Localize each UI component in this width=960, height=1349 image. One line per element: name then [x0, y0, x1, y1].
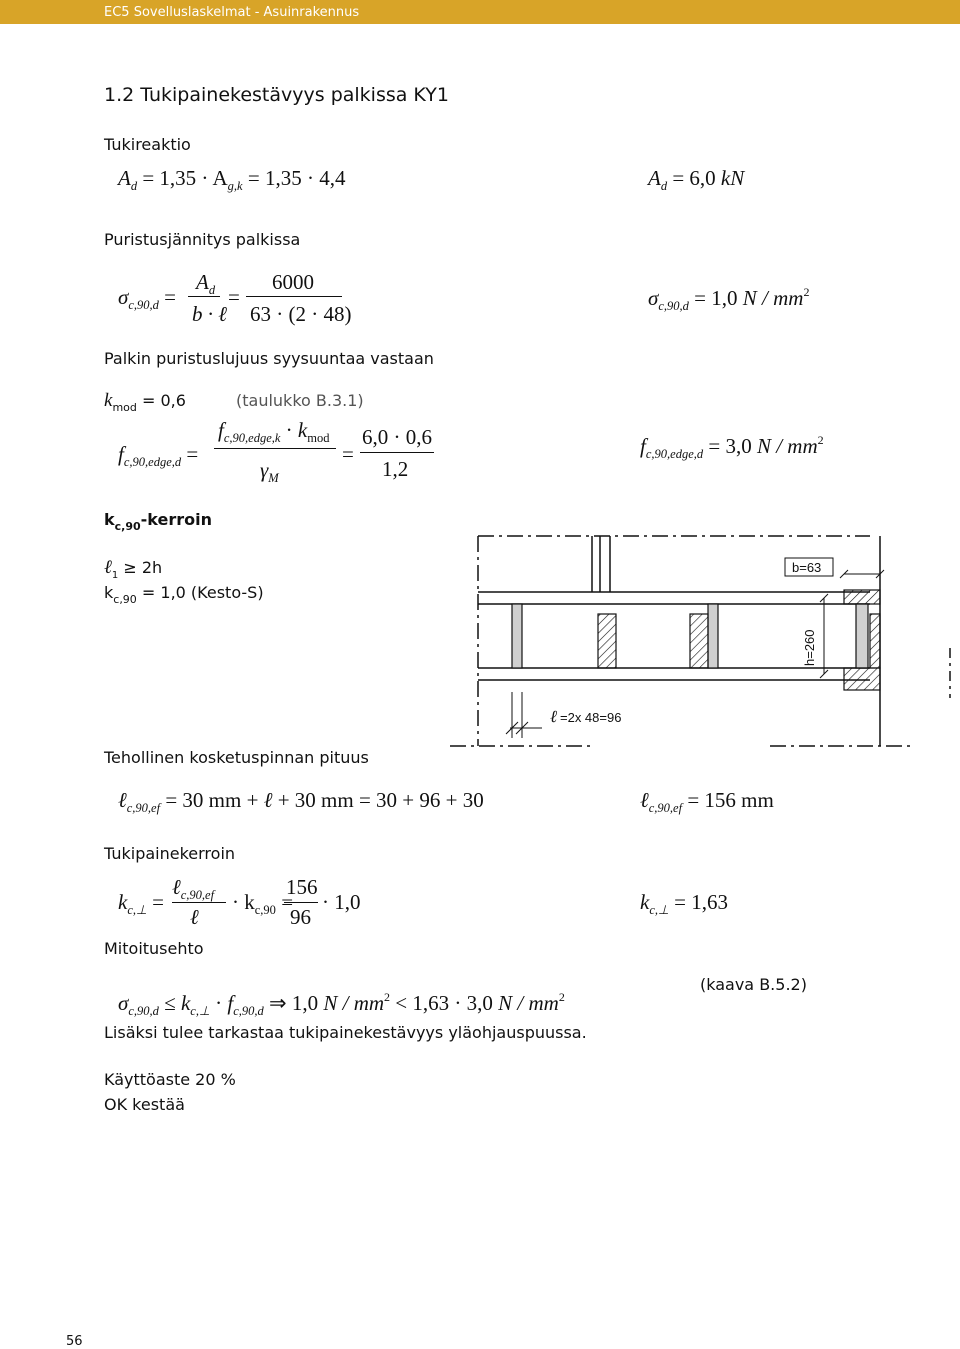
b-dimension-label: b=63 [792, 560, 822, 575]
unit-nmm: N / mm [323, 991, 385, 1015]
heading-mitoitusehto: Mitoitusehto [104, 939, 204, 958]
eq-kc-result: $k_{c,\perp} = 1,63$ [640, 890, 728, 917]
frac-line [246, 296, 342, 297]
kerroin-label: -kerroin [140, 510, 213, 529]
ad-result-value: = 6,0 [672, 166, 716, 190]
note-yla-ohjaus: Lisäksi tulee tarkastaa tukipainekestävyys yläohjauspuussa. [104, 1023, 587, 1042]
eq-fc-den: 1,2 [382, 457, 409, 481]
eq-condition: $\sigma_{c,90,d} \le k_{c,\perp} \cdot f_{c,90,d}$ ⇒ 1,0 $N / mm^2 < 1,63 \cdot 3,0$ N / $mm^2$ [118, 990, 565, 1018]
ad-unit: kN [720, 166, 745, 190]
eq-kc-den: 96 [290, 905, 311, 929]
eq-kc90: $k_{c,90} = 1,0$ (Kesto-S) [104, 583, 264, 606]
eq-sigma-lhs: $\sigma_{c,90,d}$ = [118, 285, 177, 312]
eq-ad-calc2: = 1,35 · 4,4 [247, 166, 346, 190]
frac-line [214, 448, 336, 449]
lef-calc2: + 30 mm = 30 + 96 + 30 [277, 788, 484, 812]
usage-ratio: Käyttöaste 20 % [104, 1070, 236, 1089]
eq-kc-mult: · 1,0 [322, 890, 361, 914]
eq-fc-frac-den: $\gamma_M$ [260, 458, 279, 485]
heading-puristusjannitys: Puristusjännitys palkissa [104, 230, 301, 249]
kc-result-value: = 1,63 [674, 890, 728, 914]
eq-equals: = [342, 442, 354, 466]
heading-tukireaktio: Tukireaktio [104, 135, 191, 154]
heading-tehollinen: Tehollinen kosketuspinnan pituus [104, 748, 369, 767]
kmod-value: = 0,6 [141, 391, 186, 410]
frac-line [284, 902, 318, 903]
eq-l1: ℓ$_1$ ≥ 2h [104, 557, 163, 581]
eq-fc-lhs: $f_{c,90,edge,d}$ = [118, 442, 199, 469]
page-number: 56 [66, 1334, 83, 1349]
eq-fc-num: 6,0 · 0,6 [362, 425, 432, 449]
eq-sigma-num: 6000 [272, 270, 314, 294]
l-dimension-label: =2x 48=96 [560, 710, 622, 725]
eq-equals: = [228, 285, 240, 309]
h-dimension-label: h=260 [802, 629, 817, 666]
eq-fc-frac-num: $f_{c,90,edge,k} \cdot k_{mod}$ [218, 418, 330, 445]
kc90-value: = 1,0 (Kesto-S) [141, 583, 264, 602]
support-detail-figure [440, 528, 956, 752]
eq-kc-frac-num: ℓ$_{c,90,ef}$ [172, 875, 215, 902]
eq-kc-num: 156 [286, 875, 318, 899]
eq-kc-lhs: $k_{c,\perp}$ = [118, 890, 164, 917]
section-title: 1.2 Tukipainekestävyys palkissa KY1 [104, 84, 449, 106]
heading-kc90-kerroin: $k_{c,90}$-kerroin [104, 510, 213, 533]
unit-nmm: N / mm [498, 991, 559, 1015]
frac-line [172, 902, 226, 903]
eq-kc-frac-den: ℓ [190, 905, 199, 929]
eq-ad: $A_d = 1,35 \cdot A_{g,k} = 1,35 \cdot 4,4$ [118, 166, 346, 193]
header-title: EC5 Sovelluslaskelmat - Asuinrakennus [104, 5, 360, 20]
frac-line [360, 452, 434, 453]
unit-nmm: N / mm [742, 286, 804, 310]
eq-lef-result: ℓ$_{c,90,ef}$ = 156 mm [640, 788, 774, 815]
eq-sigma-frac1-num: $A_d$ [196, 270, 216, 297]
eq-kc-mid: · $k_{c,90}$ = [232, 890, 294, 917]
eq-sigma-result: $\sigma_{c,90,d} = 1,0$ N / $mm^2$ [648, 285, 810, 313]
frac-line [188, 296, 220, 297]
l1-condition: 2h [141, 558, 163, 577]
condition-reference: (kaava B.5.2) [700, 975, 807, 994]
unit-nmm: N / mm [756, 434, 818, 458]
lef-calc: = 30 mm + [165, 788, 259, 812]
eq-sigma-frac1-den: b · ℓ [192, 302, 227, 326]
eq-fc-result: $f_{c,90,edge,d} = 3,0$ N / $mm^2$ [640, 433, 824, 461]
eq-kmod: $k_{mod} = 0,6$ [104, 390, 186, 414]
ok-result: OK kestää [104, 1095, 185, 1114]
svg-text:ℓ: ℓ [550, 707, 558, 726]
cond-calc2: < 1,63 · 3,0 [395, 991, 493, 1015]
eq-ad-result: $A_d = 6,0$ kN [648, 166, 745, 193]
kmod-reference: (taulukko B.3.1) [236, 391, 364, 410]
sigma-result-value: = 1,0 [694, 286, 738, 310]
eq-ad-calc: = 1,35 · A [142, 166, 228, 190]
eq-sigma-den: 63 · (2 · 48) [250, 302, 352, 326]
fc-result-value: = 3,0 [708, 434, 752, 458]
heading-tukipainekerroin: Tukipainekerroin [104, 844, 236, 863]
eq-lef: ℓ$_{c,90,ef}$ = 30 mm + ℓ + 30 mm = 30 + 96 + 30 [118, 788, 484, 815]
heading-puristuslujuus: Palkin puristuslujuus syysuuntaa vastaan [104, 349, 434, 368]
cond-calc: 1,0 [291, 991, 319, 1015]
lef-result-value: = 156 mm [687, 788, 774, 812]
